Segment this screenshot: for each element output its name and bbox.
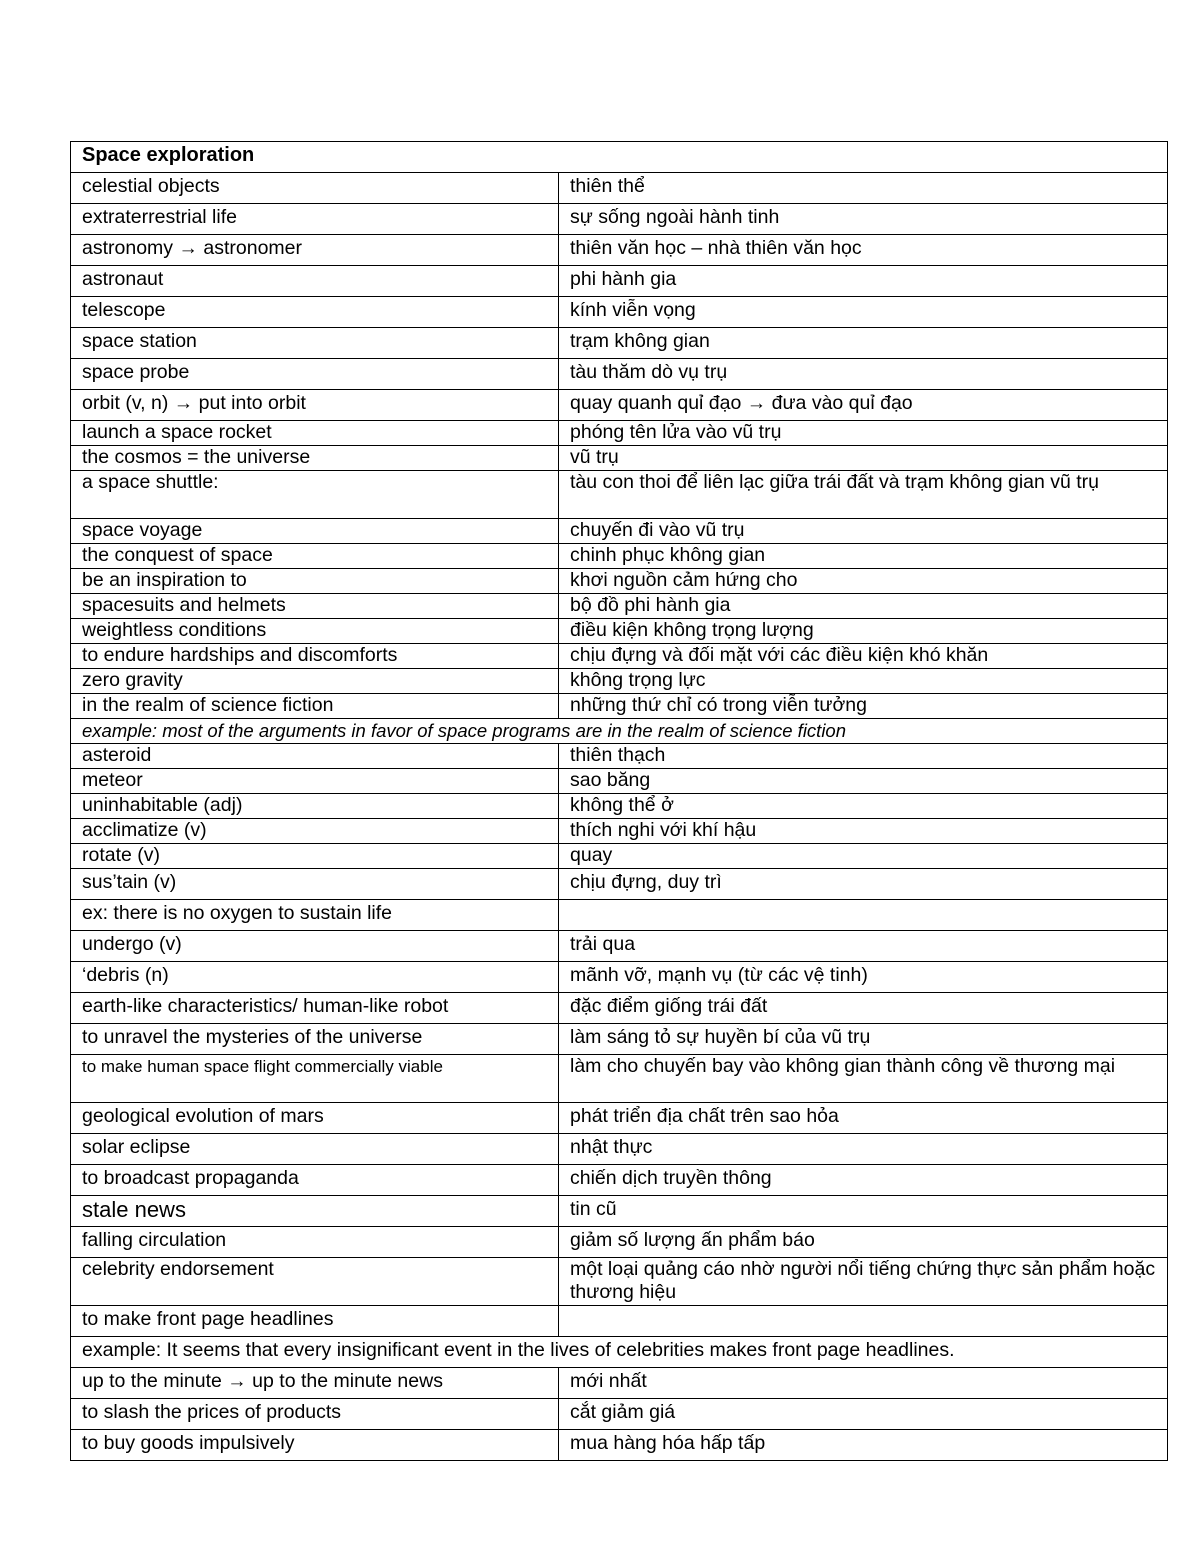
- term-vi: trải qua: [559, 931, 1168, 962]
- term-vi: quay quanh quỉ đạo → đưa vào quỉ đạo: [559, 390, 1168, 421]
- table-row: [71, 446, 1168, 471]
- term-vi: không trọng lực: [559, 669, 1168, 694]
- term-vi: đặc điểm giống trái đất: [559, 993, 1168, 1024]
- term-vi: làm sáng tỏ sự huyền bí của vũ trụ: [559, 1024, 1168, 1055]
- term-vi: chịu đựng và đối mặt với các điều kiện khó khăn: [559, 644, 1168, 669]
- term-en: undergo (v): [71, 931, 559, 962]
- term-en: the cosmos = the universe: [71, 446, 559, 471]
- example-sentence: example: most of the arguments in favor of space programs are in the realm of science fiction: [71, 719, 1168, 744]
- term-en: to buy goods impulsively: [71, 1430, 559, 1461]
- term-vi: điều kiện không trọng lượng: [559, 619, 1168, 644]
- term-vi: sao băng: [559, 769, 1168, 794]
- table-row: [71, 962, 1168, 993]
- term-vi: tàu con thoi để liên lạc giữa trái đất và trạm không gian vũ trụ: [559, 471, 1168, 519]
- table-row: [71, 900, 1168, 931]
- term-vi: phi hành gia: [559, 266, 1168, 297]
- table-row: [71, 594, 1168, 619]
- term-en: astronomy → astronomer: [71, 235, 559, 266]
- table-row: [71, 869, 1168, 900]
- table-row: [71, 819, 1168, 844]
- table-row: [71, 931, 1168, 962]
- table-row: [71, 1055, 1168, 1103]
- table-row: [71, 519, 1168, 544]
- term-en: to endure hardships and discomforts: [71, 644, 559, 669]
- table-row: [71, 1306, 1168, 1337]
- table-row: [71, 421, 1168, 446]
- table-row: [71, 1258, 1168, 1306]
- term-en: to make human space flight commercially viable: [71, 1055, 559, 1103]
- table-row: [71, 173, 1168, 204]
- table-row: [71, 390, 1168, 421]
- term-en: meteor: [71, 769, 559, 794]
- term-en: acclimatize (v): [71, 819, 559, 844]
- term-vi: tin cũ: [559, 1196, 1168, 1227]
- term-en: to make front page headlines: [71, 1306, 559, 1337]
- table-row: [71, 1103, 1168, 1134]
- term-vi: trạm không gian: [559, 328, 1168, 359]
- table-row: [71, 1227, 1168, 1258]
- term-vi: bộ đồ phi hành gia: [559, 594, 1168, 619]
- term-en: up to the minute → up to the minute news: [71, 1368, 559, 1399]
- table-row: [71, 794, 1168, 819]
- term-vi: [559, 900, 1168, 931]
- term-vi: chịu đựng, duy trì: [559, 869, 1168, 900]
- term-en: falling circulation: [71, 1227, 559, 1258]
- term-en: orbit (v, n) → put into orbit: [71, 390, 559, 421]
- example-sentence: example: It seems that every insignificant event in the lives of celebrities makes front page headlines.: [71, 1337, 1168, 1368]
- term-en: astronaut: [71, 266, 559, 297]
- term-vi: nhật thực: [559, 1134, 1168, 1165]
- term-vi: vũ trụ: [559, 446, 1168, 471]
- term-en: be an inspiration to: [71, 569, 559, 594]
- term-en: launch a space rocket: [71, 421, 559, 446]
- table-row: [71, 297, 1168, 328]
- term-vi: mới nhất: [559, 1368, 1168, 1399]
- table-row: [71, 1399, 1168, 1430]
- table-row: [71, 993, 1168, 1024]
- table-row: [71, 1196, 1168, 1227]
- table-row: [71, 235, 1168, 266]
- term-vi: [559, 1306, 1168, 1337]
- term-en: to slash the prices of products: [71, 1399, 559, 1430]
- term-en: telescope: [71, 297, 559, 328]
- term-en: celestial objects: [71, 173, 559, 204]
- term-en: a space shuttle:: [71, 471, 559, 519]
- vocabulary-table: [70, 141, 1168, 1461]
- table-row: [71, 471, 1168, 519]
- term-en: stale news: [71, 1196, 559, 1227]
- term-vi: thiên thể: [559, 173, 1168, 204]
- term-vi: cắt giảm giá: [559, 1399, 1168, 1430]
- table-row: [71, 694, 1168, 719]
- table-title: Space exploration: [71, 142, 1168, 173]
- table-row: [71, 359, 1168, 390]
- term-en: uninhabitable (adj): [71, 794, 559, 819]
- term-vi: thiên thạch: [559, 744, 1168, 769]
- term-vi: giảm số lượng ấn phẩm báo: [559, 1227, 1168, 1258]
- table-row: [71, 1430, 1168, 1461]
- table-row: [71, 266, 1168, 297]
- term-en: earth-like characteristics/ human-like robot: [71, 993, 559, 1024]
- term-en: asteroid: [71, 744, 559, 769]
- table-row: [71, 1134, 1168, 1165]
- term-en: weightless conditions: [71, 619, 559, 644]
- term-en: spacesuits and helmets: [71, 594, 559, 619]
- term-vi: mãnh vỡ, mạnh vụ (từ các vệ tinh): [559, 962, 1168, 993]
- term-vi: làm cho chuyến bay vào không gian thành công về thương mại: [559, 1055, 1168, 1103]
- table-row: [71, 328, 1168, 359]
- table-row: [71, 744, 1168, 769]
- term-en: space station: [71, 328, 559, 359]
- term-vi: sự sống ngoài hành tinh: [559, 204, 1168, 235]
- table-row: [71, 1368, 1168, 1399]
- term-en: extraterrestrial life: [71, 204, 559, 235]
- term-en: ‘debris (n): [71, 962, 559, 993]
- term-vi: thích nghi với khí hậu: [559, 819, 1168, 844]
- table-row: [71, 569, 1168, 594]
- term-vi: phóng tên lửa vào vũ trụ: [559, 421, 1168, 446]
- term-vi: phát triển địa chất trên sao hỏa: [559, 1103, 1168, 1134]
- term-en: to broadcast propaganda: [71, 1165, 559, 1196]
- table-row: [71, 644, 1168, 669]
- term-vi: chuyến đi vào vũ trụ: [559, 519, 1168, 544]
- term-en: to unravel the mysteries of the universe: [71, 1024, 559, 1055]
- term-en: geological evolution of mars: [71, 1103, 559, 1134]
- term-vi: tàu thăm dò vụ trụ: [559, 359, 1168, 390]
- term-en: solar eclipse: [71, 1134, 559, 1165]
- term-vi: một loại quảng cáo nhờ người nổi tiếng chứng thực sản phẩm hoặc thương hiệu: [559, 1258, 1168, 1306]
- table-row: [71, 204, 1168, 235]
- term-vi: kính viễn vọng: [559, 297, 1168, 328]
- table-row: [71, 669, 1168, 694]
- table-title-row: [71, 142, 1168, 173]
- term-vi: khơi nguồn cảm hứng cho: [559, 569, 1168, 594]
- example-row: [71, 1337, 1168, 1368]
- term-en: rotate (v): [71, 844, 559, 869]
- term-en: in the realm of science fiction: [71, 694, 559, 719]
- term-vi: quay: [559, 844, 1168, 869]
- term-en: the conquest of space: [71, 544, 559, 569]
- term-vi: chiến dịch truyền thông: [559, 1165, 1168, 1196]
- term-en: space voyage: [71, 519, 559, 544]
- example-row: [71, 719, 1168, 744]
- term-en: celebrity endorsement: [71, 1258, 559, 1306]
- term-en: space probe: [71, 359, 559, 390]
- term-vi: mua hàng hóa hấp tấp: [559, 1430, 1168, 1461]
- table-row: [71, 1165, 1168, 1196]
- term-en: zero gravity: [71, 669, 559, 694]
- term-en: ex: there is no oxygen to sustain life: [71, 900, 559, 931]
- term-vi: thiên văn học – nhà thiên văn học: [559, 235, 1168, 266]
- table-row: [71, 844, 1168, 869]
- table-row: [71, 619, 1168, 644]
- term-en: sus’tain (v): [71, 869, 559, 900]
- term-vi: chinh phục không gian: [559, 544, 1168, 569]
- table-row: [71, 769, 1168, 794]
- term-vi: những thứ chỉ có trong viễn tưởng: [559, 694, 1168, 719]
- table-row: [71, 544, 1168, 569]
- term-vi: không thể ở: [559, 794, 1168, 819]
- table-row: [71, 1024, 1168, 1055]
